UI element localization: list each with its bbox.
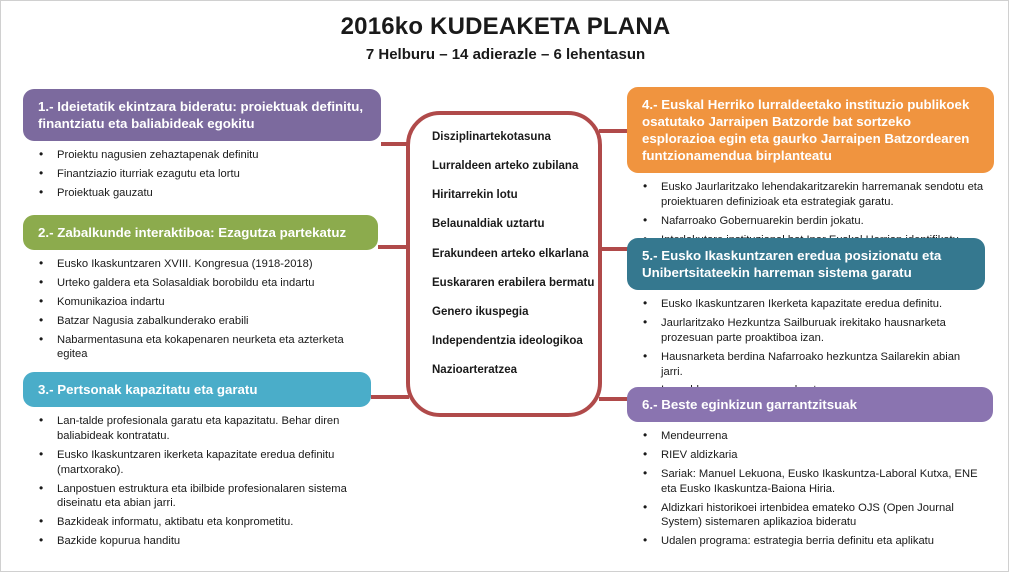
list-item: • Finantziazio iturriak ezagutu eta lortu [23, 167, 377, 182]
list-item: • Sariak: Manuel Lekuona, Eusko Ikaskuntza-Laboral Kutxa, ENE eta Eusko Ikaskuntza-Baiona Hiria. [627, 467, 989, 497]
objective-2-list [23, 250, 378, 362]
objective-block-1 [23, 89, 381, 205]
objective-block-4 [627, 87, 994, 252]
list-item: • Urteko galdera eta Solasaldiak borobildu eta indartu [23, 276, 374, 291]
connector-center-obj4 [599, 129, 629, 133]
list-item: Hiritarrekin lotu [432, 189, 518, 202]
list-item: Erakundeen arteko elkarlana [432, 247, 589, 260]
list-item: • Nafarroako Gobernuarekin berdin jokatu. [627, 214, 990, 229]
list-item: • Batzar Nagusia zabalkunderako erabili [23, 314, 374, 329]
title-block [1, 13, 1009, 64]
list-item: Lurraldeen arteko zubilana [432, 160, 579, 173]
list-item: • Eusko Jaurlaritzako lehendakaritzarekin harremanak sendotu eta proiektuaren definizioak eta estrategiak garatu. [627, 180, 990, 210]
list-item: • Udalen programa: estrategia berria definitu eta aplikatu [627, 534, 989, 549]
list-item: • Bazkideak informatu, aktibatu eta konprometitu. [23, 515, 367, 530]
objective-block-3 [23, 372, 371, 553]
list-item: Belaunaldiak uztartu [432, 218, 545, 231]
central-priorities-list [410, 131, 598, 377]
list-item: • Eusko Ikaskuntzaren ikerketa kapazitate eredua definitu (martxorako). [23, 448, 367, 478]
list-item: • Lanpostuen estruktura eta ibilbide profesionalaren sistema diseinatu eta abian jarri. [23, 482, 367, 512]
list-item: • Aldizkari historikoei irtenbidea emateko OJS (Open Journal System) sistemaren aplikazioa bideratu [627, 501, 989, 531]
list-item: • Nabarmentasuna eta kokapenaren neurketa eta azterketa egitea [23, 333, 374, 363]
list-item: • Mendeurrena [627, 429, 989, 444]
connector-center-obj5 [599, 247, 629, 251]
objective-4-list [627, 173, 994, 248]
objective-3-list [23, 407, 371, 549]
central-priorities-box [406, 111, 602, 417]
objective-3-header: 3.- Pertsonak kapazitatu eta garatu [23, 372, 371, 407]
connector-obj2-center [378, 245, 409, 249]
list-item: • Hausnarketa berdina Nafarroako hezkuntza Sailarekin abian jarri. [627, 350, 981, 380]
connector-obj1-center [381, 142, 409, 146]
list-item: Euskararen erabilera bermatu [432, 276, 595, 289]
objective-5-header: 5.- Eusko Ikaskuntzaren eredua posizionatu eta Unibertsitateekin harreman sistema garatu [627, 238, 985, 290]
list-item: Independentzia ideologikoa [432, 334, 583, 347]
list-item: • Proiektu nagusien zehaztapenak definitu [23, 148, 377, 163]
list-item: • Bazkide kopurua handitu [23, 534, 367, 549]
objective-block-5 [627, 238, 985, 402]
objective-block-2 [23, 215, 378, 366]
objective-1-header: 1.- Ideietatik ekintzara bideratu: proiektuak definitu, finantziatu eta baliabideak egokitu [23, 89, 381, 141]
connector-obj3-center [371, 395, 409, 399]
list-item: • Jaurlaritzako Hezkuntza Sailburuak irekitako hausnarketa prozesuan parte proaktiboa izan. [627, 316, 981, 346]
objective-2-header: 2.- Zabalkunde interaktiboa: Ezagutza partekatuz [23, 215, 378, 250]
objective-5-list [627, 290, 985, 398]
objective-1-list [23, 141, 381, 201]
list-item: • Komunikazioa indartu [23, 295, 374, 310]
list-item: Disziplinartekotasuna [432, 131, 551, 143]
list-item: Nazioarteratzea [432, 364, 518, 377]
objective-block-6 [627, 387, 993, 553]
list-item: • RIEV aldizkaria [627, 448, 989, 463]
list-item: • Proiektuak gauzatu [23, 186, 377, 201]
page-subtitle: 7 Helburu – 14 adierazle – 6 lehentasun [365, 46, 646, 64]
objective-6-header: 6.- Beste eginkizun garrantzitsuak [627, 387, 993, 422]
list-item: Genero ikuspegia [432, 305, 529, 318]
page-title: 2016ko KUDEAKETA PLANA [340, 13, 671, 40]
list-item: • Eusko Ikaskuntzaren Ikerketa kapazitate eredua definitu. [627, 297, 981, 312]
connector-center-obj6 [599, 397, 629, 401]
objective-4-header: 4.- Euskal Herriko lurraldeetako instituzio publikoek osatutako Jarraipen Batzorde bat sortzeko esplorazioa egin eta gaurko Jarraipen Batzordearen funtzionamendua birplanteatu [627, 87, 994, 173]
list-item: • Eusko Ikaskuntzaren XVIII. Kongresua (1918-2018) [23, 257, 374, 272]
list-item: • Lan-talde profesionala garatu eta kapazitatu. Behar diren baliabideak kontratatu. [23, 414, 367, 444]
objective-6-list [627, 422, 993, 549]
